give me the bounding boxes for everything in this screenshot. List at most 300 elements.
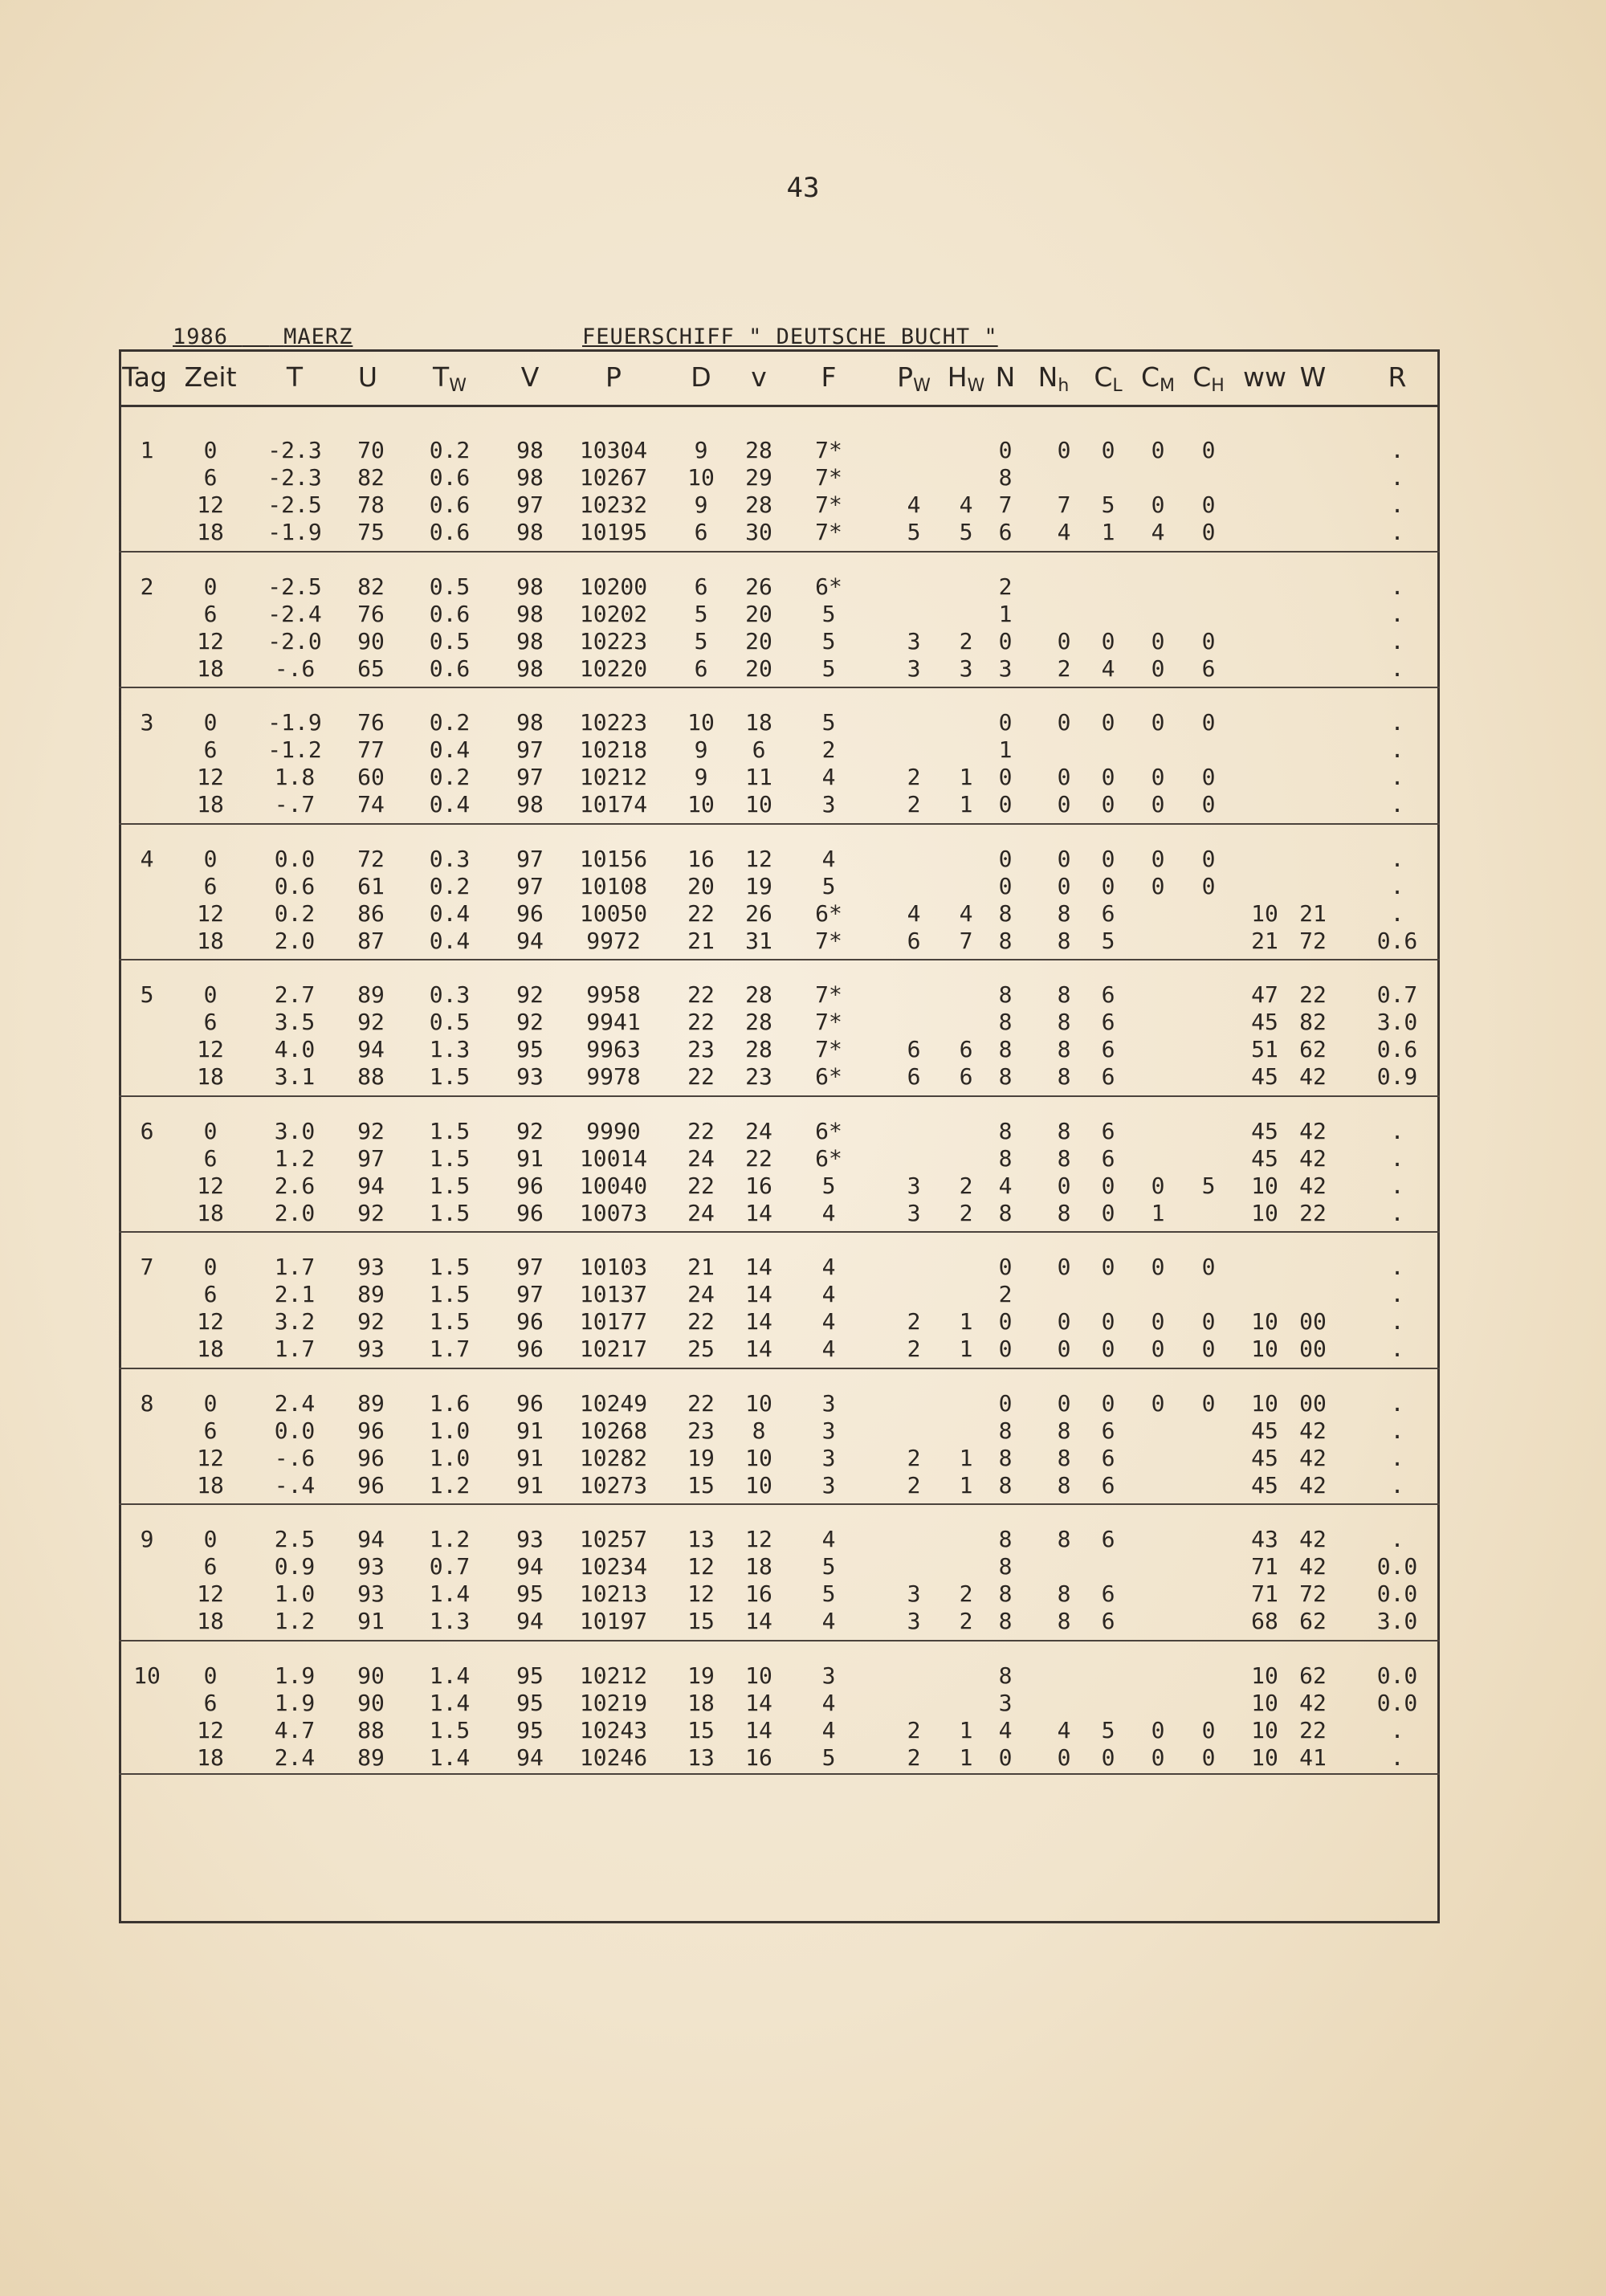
table-cell: . [1390,1417,1404,1444]
column-header: $T_W$ [433,361,467,396]
table-cell: 10223 [579,627,648,655]
table-cell: 10 [687,791,715,818]
table-cell: 8 [998,464,1013,491]
table-cell: 12 [197,1036,224,1062]
table-cell: 0 [1151,791,1165,818]
table-cell: 12 [197,1308,224,1335]
table-cell: 10200 [579,573,648,600]
table-cell: 8 [998,981,1013,1008]
table-cell: 12 [197,627,224,655]
column-header: T [286,361,304,393]
table-cell: 5 [821,1580,836,1607]
day-separator [119,1368,1440,1369]
table-cell: 45 [1251,1471,1278,1499]
table-cell: 0 [998,627,1013,655]
table-cell: 97 [516,845,544,872]
table-cell: 10014 [579,1144,648,1172]
table-cell: 96 [357,1417,385,1444]
table-cell: 3 [821,1444,836,1471]
table-cell: 0 [1057,845,1071,872]
table-cell: 94 [357,1172,385,1199]
table-cell: 6* [815,1063,842,1090]
table-cell: 16 [745,1743,772,1771]
table-cell: 1.0 [429,1417,471,1444]
tag-cell: 6 [140,1117,154,1144]
table-cell: 98 [516,464,544,491]
table-cell: 0.6 [429,655,471,682]
table-cell: 0 [998,1254,1013,1280]
table-cell: 5 [821,655,836,682]
table-cell: 7 [1057,491,1071,518]
table-cell: 68 [1251,1608,1278,1634]
table-cell: 89 [357,1389,385,1417]
table-cell: 2 [907,1444,921,1471]
table-cell: 22 [687,1117,715,1144]
table-cell: 90 [357,1689,385,1716]
table-cell: . [1390,764,1404,790]
table-cell: 1 [959,791,973,818]
table-cell: 0.2 [429,872,471,899]
table-cell: 3 [821,1389,836,1417]
table-cell: 91 [516,1417,544,1444]
table-cell: 10 [745,1662,772,1689]
table-cell: 8 [1057,1526,1071,1552]
table-cell: 5 [959,519,973,545]
table-cell: 3.2 [274,1308,316,1335]
table-cell: 1 [959,1471,973,1499]
table-cell: 5 [821,1553,836,1580]
table-cell: 0.6 [429,491,471,518]
table-cell: 10 [1251,899,1278,927]
table-cell: 10 [1251,1689,1278,1716]
table-cell: 0.2 [274,899,316,927]
table-cell: 93 [516,1526,544,1552]
table-cell: . [1390,437,1404,463]
table-cell: 6 [907,927,921,954]
table-cell: 1 [1151,1199,1165,1226]
table-cell: 0 [203,709,218,736]
table-cell: 1 [998,600,1013,627]
table-cell: 6 [203,464,218,491]
table-cell: 5 [821,709,836,736]
table-cell: 82 [1299,1009,1327,1035]
table-cell: 2.4 [274,1389,316,1417]
table-cell: 1.4 [429,1743,471,1771]
table-cell: 22 [687,981,715,1008]
table-cell: 1.5 [429,1117,471,1144]
table-cell: 2 [998,1281,1013,1307]
table-cell: 92 [357,1009,385,1035]
tag-cell: 8 [140,1389,154,1417]
table-cell: 2.0 [274,1199,316,1226]
table-cell: 0 [1151,1308,1165,1335]
table-cell: 20 [745,655,772,682]
table-cell: 0 [998,764,1013,790]
table-cell: 0.4 [429,791,471,818]
table-cell: 72 [1299,1580,1327,1607]
tag-cell: 5 [140,981,154,1008]
table-cell: 3 [907,1608,921,1634]
table-cell: . [1390,1336,1404,1362]
table-cell: 1.2 [429,1526,471,1552]
table-cell: 10220 [579,655,648,682]
table-cell: -2.5 [267,491,322,518]
table-cell: 8 [1057,927,1071,954]
table-cell: 10257 [579,1526,648,1552]
table-cell: 10 [745,1389,772,1417]
table-cell: 4.7 [274,1716,316,1743]
table-cell: 22 [745,1144,772,1172]
table-cell: 10 [1251,1743,1278,1771]
table-cell: 0 [998,437,1013,463]
table-cell: 0 [1057,1254,1071,1280]
table-cell: 10195 [579,519,648,545]
table-cell: 96 [516,1336,544,1362]
table-cell: 0 [1101,1336,1115,1362]
table-cell: 0.3 [429,845,471,872]
table-cell: 26 [745,899,772,927]
table-cell: -2.0 [267,627,322,655]
table-cell: -2.4 [267,600,322,627]
table-cell: 2.1 [274,1281,316,1307]
table-cell: 6 [203,1689,218,1716]
table-cell: 0 [203,1526,218,1552]
table-cell: 14 [745,1308,772,1335]
table-cell: 5 [821,600,836,627]
table-cell: 42 [1299,1471,1327,1499]
table-cell: 22 [687,1308,715,1335]
table-cell: 6 [1101,1580,1115,1607]
table-cell: 6 [203,1281,218,1307]
table-cell: 0 [1057,1308,1071,1335]
table-cell: 5 [694,600,708,627]
table-cell: 0 [1057,1172,1071,1199]
table-cell: 8 [1057,1009,1071,1035]
table-cell: . [1390,872,1404,899]
table-cell: 74 [357,791,385,818]
table-cell: 10212 [579,764,648,790]
table-cell: 00 [1299,1336,1327,1362]
table-cell: 0.6 [429,519,471,545]
table-cell: 10243 [579,1716,648,1743]
table-cell: 0 [203,845,218,872]
table-cell: 7* [815,1036,842,1062]
table-cell: 3 [998,1689,1013,1716]
table-cell: 18 [197,1743,224,1771]
table-cell: 10 [745,791,772,818]
table-cell: 2.4 [274,1743,316,1771]
table-cell: 42 [1299,1117,1327,1144]
table-cell: 14 [745,1281,772,1307]
table-cell: 4 [959,899,973,927]
table-cell: 18 [745,1553,772,1580]
table-cell: 1.3 [429,1608,471,1634]
column-header: $P_W$ [897,361,931,396]
table-cell: 8 [998,1580,1013,1607]
table-cell: 28 [745,491,772,518]
table-cell: 1.2 [274,1144,316,1172]
table-cell: 0 [1057,1336,1071,1362]
table-cell: 20 [745,627,772,655]
table-cell: 19 [687,1444,715,1471]
table-cell: 72 [1299,927,1327,954]
table-cell: 10073 [579,1199,648,1226]
table-cell: 22 [1299,1716,1327,1743]
table-cell: 7* [815,981,842,1008]
table-cell: . [1390,1308,1404,1335]
table-cell: 94 [516,1553,544,1580]
table-cell: 2 [998,573,1013,600]
header-year: 1986 [173,324,229,349]
table-cell: 0 [1101,791,1115,818]
table-cell: 1 [959,1336,973,1362]
table-cell: 7* [815,464,842,491]
table-cell: 90 [357,1662,385,1689]
table-cell: 94 [357,1036,385,1062]
table-cell: 8 [1057,1417,1071,1444]
day-separator [119,551,1440,553]
table-cell: 10108 [579,872,648,899]
table-cell: 6 [907,1036,921,1062]
table-cell: 0.0 [274,845,316,872]
table-cell: . [1390,845,1404,872]
table-cell: 4 [821,1526,836,1552]
table-cell: 10249 [579,1389,648,1417]
table-cell: 90 [357,627,385,655]
table-cell: 6 [1101,981,1115,1008]
table-cell: 2 [959,1172,973,1199]
table-cell: 0.4 [429,736,471,763]
table-cell: . [1390,464,1404,491]
table-cell: 10218 [579,736,648,763]
table-cell: 96 [516,1199,544,1226]
table-cell: 18 [197,655,224,682]
table-cell: 98 [516,627,544,655]
table-cell: 93 [516,1063,544,1090]
table-cell: 0 [1201,1308,1216,1335]
table-cell: 00 [1299,1308,1327,1335]
table-cell: 93 [357,1580,385,1607]
table-cell: 0 [1101,764,1115,790]
table-cell: 22 [687,899,715,927]
table-cell: 6 [203,872,218,899]
table-cell: 1.9 [274,1689,316,1716]
table-cell: 97 [357,1144,385,1172]
table-cell: 1.5 [429,1144,471,1172]
table-cell: 7* [815,927,842,954]
table-cell: 24 [687,1144,715,1172]
table-cell: 19 [687,1662,715,1689]
table-cell: 98 [516,519,544,545]
table-cell: 92 [516,1117,544,1144]
table-cell: 5 [1101,927,1115,954]
table-cell: 13 [687,1526,715,1552]
table-cell: 4.0 [274,1036,316,1062]
table-cell: 31 [745,927,772,954]
table-cell: -.6 [274,1444,316,1471]
table-cell: -.7 [274,791,316,818]
table-cell: 0.5 [429,1009,471,1035]
table-cell: 0 [1151,1172,1165,1199]
table-cell: 2.6 [274,1172,316,1199]
table-cell: 78 [357,491,385,518]
table-cell: 10246 [579,1743,648,1771]
table-cell: 10 [1251,1662,1278,1689]
table-cell: 20 [745,600,772,627]
table-cell: 0 [1201,437,1216,463]
table-cell: 93 [357,1254,385,1280]
table-cell: 0.6 [429,600,471,627]
table-cell: 0 [1101,1743,1115,1771]
table-cell: 26 [745,573,772,600]
header-year-month [173,324,353,349]
table-cell: 6 [203,1417,218,1444]
table-cell: 12 [197,764,224,790]
table-cell: 10103 [579,1254,648,1280]
table-cell: 82 [357,464,385,491]
table-cell: 0 [1201,519,1216,545]
table-cell: 12 [197,1444,224,1471]
table-cell: 0 [1101,1254,1115,1280]
table-cell: 0 [1101,1199,1115,1226]
table-cell: 9958 [586,981,641,1008]
table-cell: 94 [516,1743,544,1771]
table-cell: 8 [998,1662,1013,1689]
table-cell: 96 [357,1444,385,1471]
table-cell: 0 [998,1336,1013,1362]
table-cell: 95 [516,1580,544,1607]
day-separator [119,1503,1440,1505]
table-cell: 0 [1151,1716,1165,1743]
table-cell: 28 [745,1009,772,1035]
table-cell: 42 [1299,1063,1327,1090]
table-cell: 8 [1057,1036,1071,1062]
table-cell: 4 [1151,519,1165,545]
table-cell: 10304 [579,437,648,463]
header-rule [121,405,1437,407]
table-cell: 4 [959,491,973,518]
table-cell: 45 [1251,1063,1278,1090]
table-cell: 0 [1201,1389,1216,1417]
table-cell: 92 [357,1117,385,1144]
column-header: $C_H$ [1192,361,1225,396]
table-cell: 21 [1251,927,1278,954]
table-cell: 4 [907,491,921,518]
table-cell: 4 [821,1199,836,1226]
table-cell: 42 [1299,1144,1327,1172]
table-cell: 29 [745,464,772,491]
table-cell: 0.5 [429,573,471,600]
column-header: ww [1243,361,1286,393]
table-cell: 10234 [579,1553,648,1580]
table-cell: 6* [815,573,842,600]
table-cell: 2 [959,627,973,655]
table-cell: 0 [1151,845,1165,872]
table-cell: 10219 [579,1689,648,1716]
tag-cell: 1 [140,437,154,463]
table-cell: 0.9 [274,1553,316,1580]
table-cell: 10137 [579,1281,648,1307]
table-cell: 0 [1101,1308,1115,1335]
table-cell: 8 [998,1553,1013,1580]
table-cell: 87 [357,927,385,954]
table-cell: 0 [1101,845,1115,872]
table-cell: 28 [745,437,772,463]
column-header: $H_W$ [947,361,985,396]
table-cell: 98 [516,655,544,682]
column-header: $N_h$ [1037,361,1070,396]
table-cell: 8 [998,899,1013,927]
table-cell: 22 [1299,981,1327,1008]
tag-cell: 4 [140,845,154,872]
table-cell: 8 [998,1063,1013,1090]
table-cell: 5 [821,1743,836,1771]
table-cell: 0 [1201,764,1216,790]
table-cell: . [1390,1444,1404,1471]
table-cell: 92 [516,981,544,1008]
table-cell: 91 [357,1608,385,1634]
table-cell: 0.6 [274,872,316,899]
table-cell: 10267 [579,464,648,491]
table-cell: 2 [959,1580,973,1607]
table-cell: 0 [1151,437,1165,463]
table-cell: . [1390,736,1404,763]
table-cell: 14 [745,1199,772,1226]
table-cell: 86 [357,899,385,927]
table-cell: 0 [1201,709,1216,736]
table-cell: 89 [357,981,385,1008]
table-cell: 6 [959,1063,973,1090]
table-cell: 00 [1299,1389,1327,1417]
table-cell: 2.5 [274,1526,316,1552]
table-cell: -2.3 [267,437,322,463]
table-cell: -1.9 [267,709,322,736]
column-header: F [821,361,837,393]
table-cell: 18 [197,1199,224,1226]
table-cell: 95 [516,1716,544,1743]
table-cell: 8 [1057,1063,1071,1090]
table-cell: 8 [1057,1144,1071,1172]
table-cell: 42 [1299,1172,1327,1199]
table-cell: 76 [357,600,385,627]
table-cell: 97 [516,491,544,518]
table-cell: 6 [1101,1417,1115,1444]
table-cell: 10 [1251,1389,1278,1417]
table-cell: 77 [357,736,385,763]
table-cell: . [1390,627,1404,655]
table-cell: 0.7 [429,1553,471,1580]
table-cell: 1.2 [429,1471,471,1499]
table-cell: 94 [516,927,544,954]
table-cell: 2 [907,764,921,790]
table-cell: 5 [821,1172,836,1199]
table-cell: 3.1 [274,1063,316,1090]
table-cell: 3 [907,627,921,655]
table-cell: 23 [745,1063,772,1090]
table-cell: 98 [516,573,544,600]
table-cell: 10202 [579,600,648,627]
table-cell: 5 [694,627,708,655]
table-cell: . [1390,1471,1404,1499]
table-cell: 21 [687,927,715,954]
table-cell: 28 [745,1036,772,1062]
table-cell: 6 [1101,1444,1115,1471]
table-cell: 6 [694,655,708,682]
table-cell: -2.5 [267,573,322,600]
table-cell: -1.2 [267,736,322,763]
table-cell: 10 [687,709,715,736]
table-cell: 22 [687,1063,715,1090]
